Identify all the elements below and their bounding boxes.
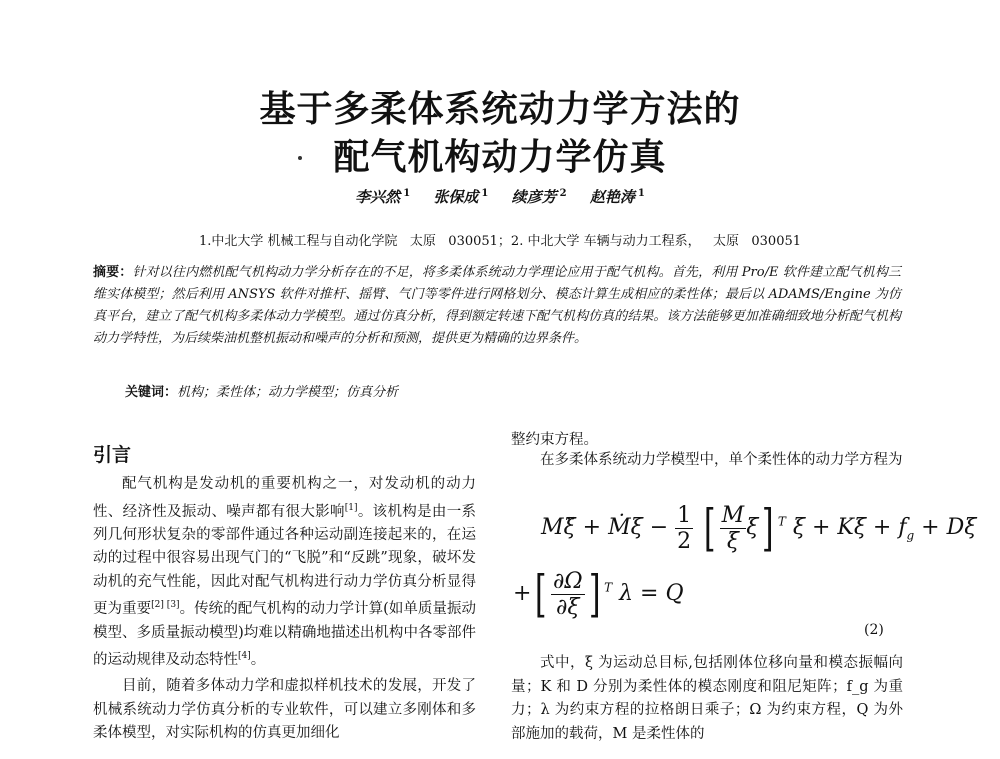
equation-line-2: +[ $\frac{\partial\Omega}{\partial\xi}$ ] $^T$ λ = Q — [513, 565, 684, 623]
intro-body — [93, 473, 476, 746]
keywords-text: 机构；柔性体；动力学模型；仿真分析 — [177, 385, 399, 400]
equation-explanation: 式中，ξ 为运动总目标,包括刚体位移向量和模态振幅向量；K 和 D 分别为柔性体的模态刚度和阻尼矩阵；f_g 为重力；λ 为约束方程的拉格朗日乘子；Ω 为约束方程，Q 为外部施加的载荷，M 是柔性体的 — [511, 655, 903, 742]
author: 李兴然 $^1$ — [355, 188, 411, 206]
intro-paragraph-2: 目前，随着多体动力学和虚拟样机技术的发展，开发了机械系统动力学仿真分析的专业软件，可以建立多刚体和多柔体模型，对实际机构的仿真更加细化 — [93, 678, 476, 742]
dynamics-intro: 在多柔体系统动力学模型中，单个柔性体的动力学方程为 — [540, 452, 903, 468]
citation: [1] — [344, 502, 358, 513]
equation-line-1: Mξ̈ + Ṁξ − $\frac{1}{2}$ [ $\frac{M}{\xi}$ ξ] $^T$ $\xi + K\xi + f_g + D\xi$ — [541, 499, 977, 557]
author-list — [0, 186, 1000, 207]
keywords-label: 关键词： — [125, 385, 178, 400]
abstract — [93, 262, 901, 350]
intro-paragraph-1: 配气机构是发动机的重要机构之一，对发动机的动力性、经济性及振动、噪声都有很大影响[1]。该机构是由一系列几何形状复杂的零部件通过各种运动副连接起来的，在运动的过程中很容易出现气门的“飞脱”和“反跳”现象，破坏发动机的充气性能，因此对配气机构进行动力学仿真分析显得更为重要[2] [3]。传统的配气机构的动力学计算(如单质量振动模型、多质量振动模型)均难以精确地描述出机构中各零部件的运动规律及动态特性[4]。 — [93, 476, 477, 668]
affiliation: 1.中北大学 机械工程与自动化学院 太原 030051；2. 中北大学 车辆与动力工程系， 太原 030051 — [198, 234, 802, 249]
author: 续彦芳 $^2$ — [511, 188, 567, 206]
paper-title-line1: 基于多柔体系统动力学方法的 — [259, 89, 741, 130]
author: 张保成 $^1$ — [433, 188, 489, 206]
citation: [2] [3] — [151, 600, 180, 611]
speck-mark — [298, 156, 302, 160]
right-top-line: 整约束方程。 — [511, 432, 598, 448]
author: 赵艳涛 $^1$ — [589, 188, 645, 206]
abstract-label: 摘要： — [93, 265, 133, 280]
keywords — [125, 381, 398, 400]
citation: [4] — [238, 651, 251, 662]
abstract-text: 针对以往内燃机配气机构动力学分析存在的不足，将多柔体系统动力学理论应用于配气机构。首先，利用 Pro/E 软件建立配气机构三维实体模型；然后利用 ANSYS 软件对推杆、摇臂、气门等零件进行网格划分、模态计算生成相应的柔性体；最后以 ADAMS/Engine 为仿真平台，建立了配气机构多柔体动力学模型。通过仿真分析，得到额定转速下配气机构仿真的结果。该方法能够更加准确细致地分析配气机构动力学特性，为后续柴油机整机振动和噪声的分析和预测，提供更为精确的边界条件。 — [93, 265, 901, 346]
paper-title-line2: 配气机构动力学仿真 — [333, 137, 667, 178]
section-heading-intro: 引言 — [93, 444, 132, 466]
equation-number: (2) — [864, 622, 884, 638]
